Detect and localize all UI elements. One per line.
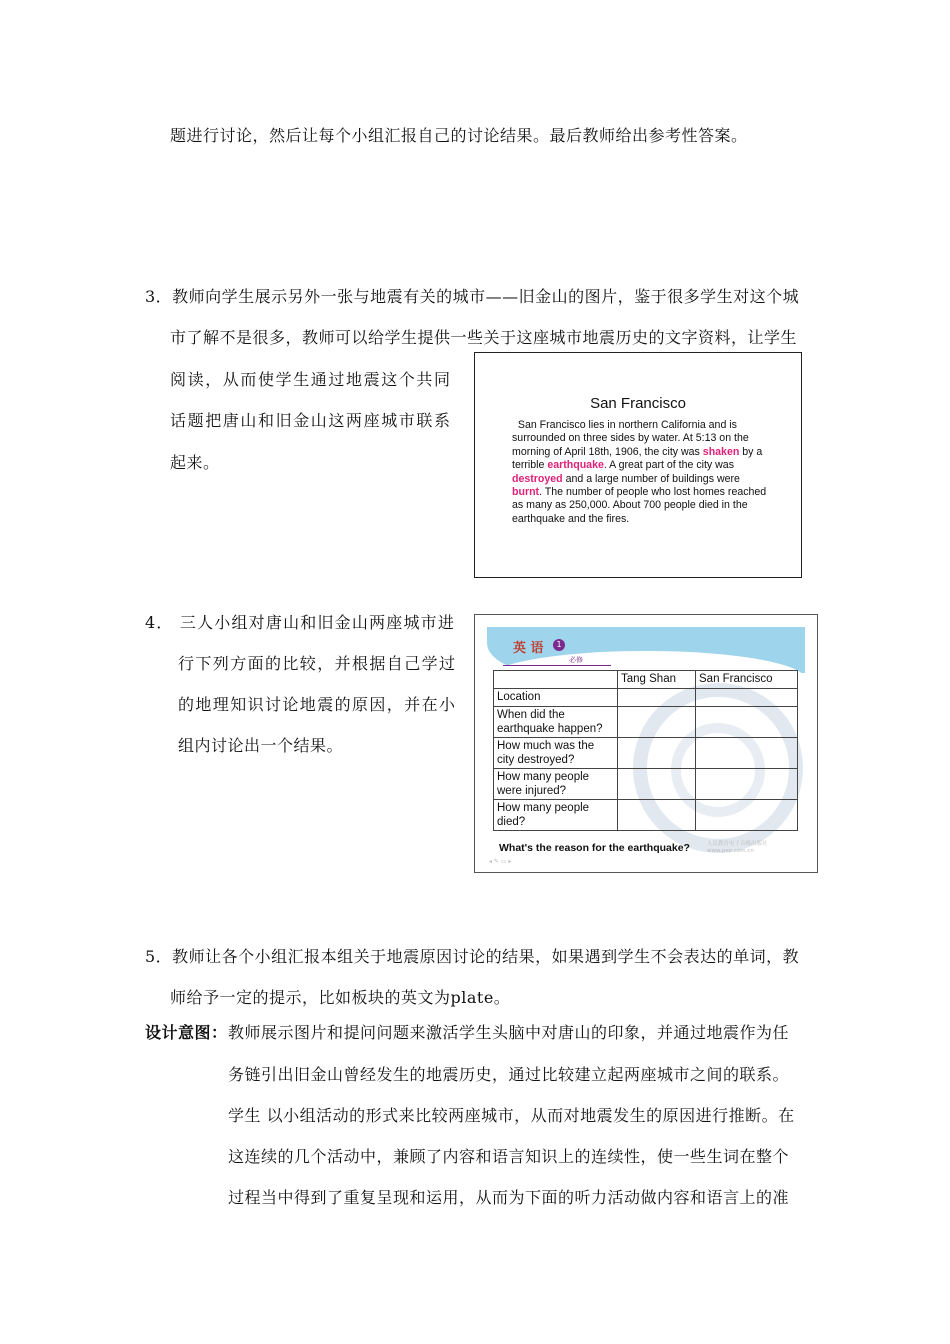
publisher-mark (707, 841, 768, 855)
table-row (494, 800, 798, 831)
table-cell (618, 707, 696, 738)
header-cell (494, 671, 618, 689)
slide-text: San Francisco lies in northern California and is surrounded on three sides by water. At 5:13 on the morning of April 18th, 1906, the city was (512, 419, 749, 458)
slide-nav-icons: ◂ ✎ ▭ ▸ (489, 858, 512, 865)
step-4-line: 4． 三人小组对唐山和旧金山两座城市进 (145, 613, 456, 632)
table-cell (696, 769, 798, 800)
table-cell (696, 738, 798, 769)
banner-rule (503, 665, 611, 666)
publisher-url: www.pep.com.cn (707, 848, 754, 854)
row-label: How many people died? (494, 800, 618, 831)
slide-text: and a large number of buildings were (562, 472, 740, 485)
step-4-line: 行下列方面的比较，并根据自己学过 (178, 654, 457, 673)
san-francisco-slide (474, 352, 802, 578)
design-intent-line: 学生 以小组活动的形式来比较两座城市，从而对地震发生的原因进行推断。在 (228, 1106, 795, 1125)
slide-text: . The number of people who lost homes reached as many as 250,000. About 700 people died in the earthquake and the fires. (512, 486, 767, 525)
highlight-word: destroyed (512, 472, 563, 485)
step-3-line: 阅读，从而使学生通过地震这个共同 (170, 370, 452, 389)
table-cell (618, 769, 696, 800)
row-label: Location (494, 689, 618, 707)
highlight-word: earthquake (547, 459, 604, 472)
slide-title: San Francisco (590, 395, 686, 412)
design-intent-line: 过程当中得到了重复呈现和运用，从而为下面的听力活动做内容和语言上的准 (228, 1188, 790, 1207)
table-header-row (494, 671, 798, 689)
table-row (494, 738, 798, 769)
row-label: When did the earthquake happen? (494, 707, 618, 738)
step-4-line: 组内讨论出一个结果。 (178, 736, 344, 755)
slide-body-text (512, 419, 772, 526)
highlight-word: burnt (512, 486, 540, 499)
step-4-line: 的地理知识讨论地震的原因，并在小 (178, 695, 457, 714)
book-subtitle: 必修 (569, 656, 583, 664)
design-intent-line: 教师展示图片和提问问题来激活学生头脑中对唐山的印象，并通过地震作为任 (228, 1023, 790, 1042)
step-3-line: 3．教师向学生展示另外一张与地震有关的城市——旧金山的图片，鉴于很多学生对这个城 (145, 287, 800, 306)
step-3-line: 起来。 (170, 453, 220, 472)
slide-text: by a terrible (512, 445, 763, 472)
book-number-badge: 1 (553, 639, 565, 651)
slide-text: . A great part of the city was (603, 459, 734, 472)
table-cell (618, 738, 696, 769)
table-row (494, 689, 798, 707)
step-3-line: 市了解不是很多，教师可以给学生提供一些关于这座城市地震历史的文字资料，让学生 (170, 328, 798, 347)
step-5-line: 5．教师让各个小组汇报本组关于地震原因讨论的结果，如果遇到学生不会表达的单词，教 (145, 947, 800, 966)
slide-question: What's the reason for the earthquake? (499, 842, 690, 854)
table-cell (696, 689, 798, 707)
table-cell (618, 800, 696, 831)
publisher-name: 人民教育电子音像出版社 (707, 841, 768, 847)
comparison-table (493, 670, 798, 831)
design-intent-line: 务链引出旧金山曾经发生的地震历史，通过比较建立起两座城市之间的联系。 (228, 1065, 790, 1084)
row-label: How much was the city destroyed? (494, 738, 618, 769)
step-5-line: 师给予一定的提示，比如板块的英文为plate。 (170, 988, 511, 1007)
header-cell: Tang Shan (618, 671, 696, 689)
table-row (494, 769, 798, 800)
book-title: 英 语 (513, 641, 544, 656)
table-row (494, 707, 798, 738)
table-cell (696, 707, 798, 738)
table-cell (696, 800, 798, 831)
step-3-line: 话题把唐山和旧金山这两座城市联系 (170, 411, 452, 430)
design-intent-label: 设计意图： (145, 1023, 228, 1042)
comparison-slide (474, 614, 818, 873)
table-cell (618, 689, 696, 707)
design-intent-line: 这连续的几个活动中，兼顾了内容和语言知识上的连续性，使一些生词在整个 (228, 1147, 790, 1166)
row-label: How many people were injured? (494, 769, 618, 800)
highlight-word: shaken (702, 445, 740, 458)
header-cell: San Francisco (696, 671, 798, 689)
paragraph-line: 题进行讨论，然后让每个小组汇报自己的讨论结果。最后教师给出参考性答案。 (170, 126, 748, 145)
